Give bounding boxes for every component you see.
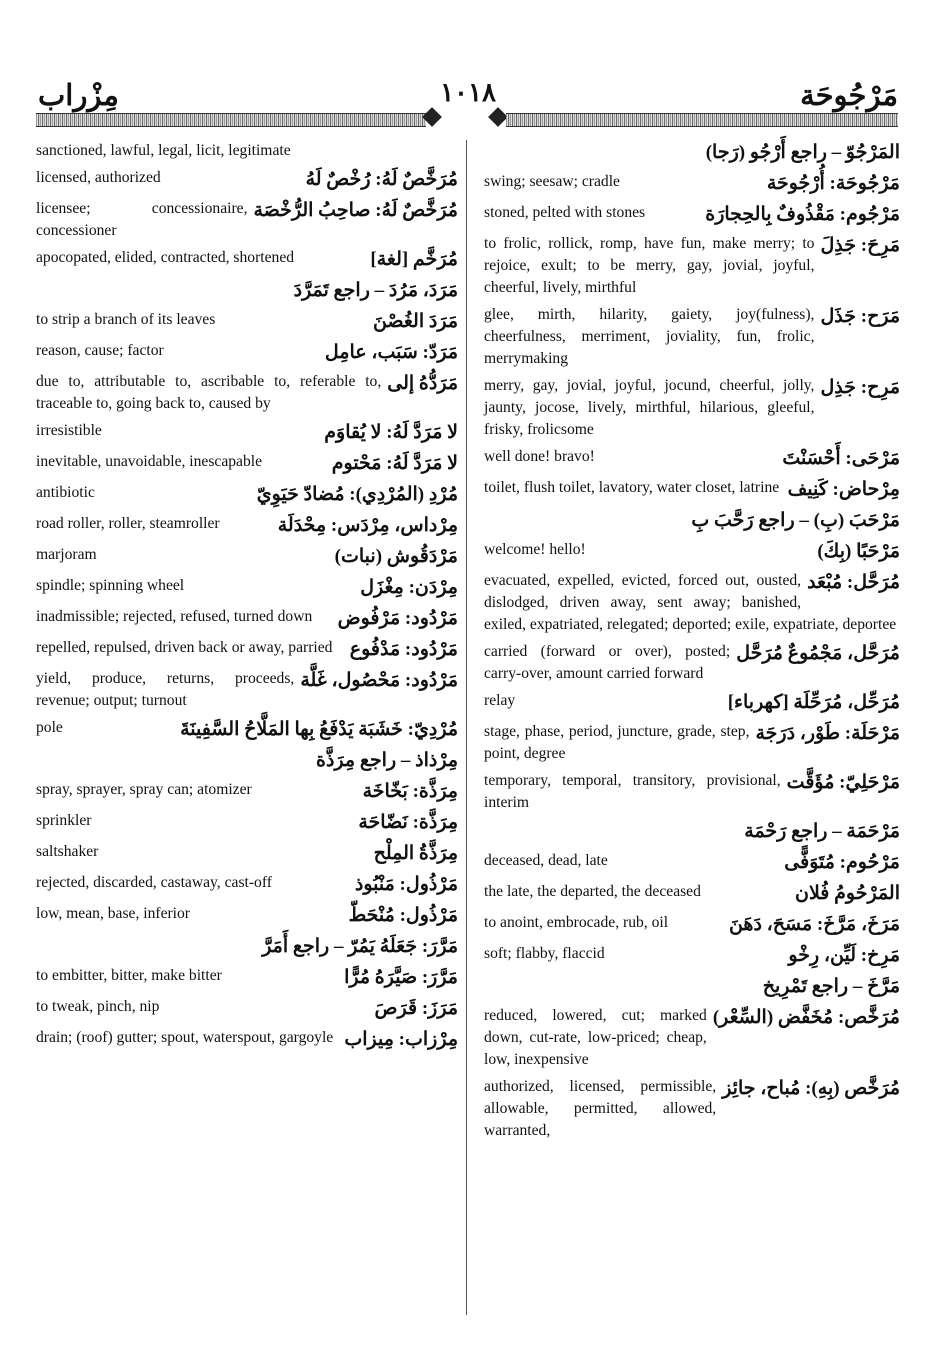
entry-headword: لا مَرَدَّ لَهُ: لا يُقاوَم <box>324 422 458 443</box>
dictionary-entry <box>36 996 458 1022</box>
dictionary-entry <box>484 770 900 814</box>
entry-definition: evacuated, expelled, evicted, forced out, ousted, dislodged, driven away, sent away; banished, exiled, expatriated, relegated; deported; exile, expatriate, deportee <box>484 572 897 633</box>
dictionary-entry <box>484 1076 900 1142</box>
entry-headword: مَرْحَلَة: طَوْر، دَرَجَة <box>755 723 900 744</box>
dictionary-entry <box>36 872 458 898</box>
dictionary-entry <box>36 482 458 508</box>
entry-headword: مَرَدّ: سَبَب، عامِل <box>324 342 458 363</box>
entry-headword: مُرْدِ (المُرْدِي): مُضادّ حَيَوِيّ <box>256 484 458 505</box>
entry-definition: welcome! hello! <box>484 541 586 558</box>
entry-headword: مُرَخَّص (بِهِ): مُباح، جائِز <box>722 1078 900 1099</box>
dictionary-entry <box>484 140 900 166</box>
entry-headword: مَرَخَ، مَرَّخَ: مَسَحَ، دَهَنَ <box>728 914 900 935</box>
column-divider <box>466 140 467 1315</box>
entry-headword: مَرْجُوحَة: أُرْجُوحَة <box>766 173 900 194</box>
entry-definition: toilet, flush toilet, lavatory, water closet, latrine <box>484 479 780 496</box>
dictionary-entry <box>484 974 900 1000</box>
entry-definition: due to, attributable to, ascribable to, referable to, traceable to, going back to, caused by <box>36 373 382 412</box>
entry-definition: rejected, discarded, castaway, cast-off <box>36 874 272 891</box>
entry-headword: مُرَخَّم [لغة] <box>370 249 458 270</box>
entry-definition: glee, mirth, hilarity, gaiety, joy(fulness), cheerfulness, merriment, joviality, fun, frolic, merrymaking <box>484 306 815 367</box>
entry-headword: مَرْذُول: مُنْحَطّ <box>348 905 458 926</box>
entry-headword: مُرَخَّص: مُخَفَّض (السِّعْر) <box>712 1007 900 1028</box>
entry-definition: inadmissible; rejected, refused, turned down <box>36 608 313 625</box>
entry-definition: inevitable, unavoidable, inescapable <box>36 453 263 470</box>
entry-definition: sanctioned, lawful, legal, licit, legitimate <box>36 142 291 159</box>
entry-definition: deceased, dead, late <box>484 852 608 869</box>
dictionary-entry <box>484 171 900 197</box>
entry-headword: مِرْداس، مِرْدَس: مِحْدَلَة <box>277 515 458 536</box>
entry-headword: مَرْحَلِيّ: مُؤَقَّت <box>786 772 900 793</box>
entry-headword: مَرْحَى: أَحْسَنْتَ <box>782 448 900 469</box>
dictionary-entry <box>36 841 458 867</box>
header-rule-left <box>36 113 426 127</box>
entry-headword: مَرْدُود: مَرْفُوض <box>337 608 458 629</box>
entry-definition: to anoint, embrocade, rub, oil <box>484 914 669 931</box>
entry-headword: مِرْزاب: مِيزاب <box>344 1029 458 1050</box>
right-column <box>484 140 900 1147</box>
dictionary-entry <box>484 508 900 534</box>
entry-definition: low, mean, base, inferior <box>36 905 191 922</box>
dictionary-entry <box>484 641 900 685</box>
dictionary-entry <box>36 1027 458 1053</box>
entry-definition: reduced, lowered, cut; marked down, cut-rate, low-priced; cheap, low, inexpensive <box>484 1007 707 1068</box>
entry-headword: مَرْدُود: مَحْصُول، غَلَّة <box>300 670 458 691</box>
entry-definition: licensed, authorized <box>36 169 161 186</box>
entry-headword: مَرْحَمَة – راجع رَحْمَة <box>744 821 900 842</box>
entry-headword: مَرَح: جَذَل <box>820 306 900 327</box>
dictionary-entry <box>484 1005 900 1071</box>
dictionary-entry <box>484 912 900 938</box>
entry-definition: repelled, repulsed, driven back or away, parried <box>36 639 333 656</box>
dictionary-entry <box>36 420 458 446</box>
entry-headword: مَرْحَبَ (بِ) – راجع رَحَّبَ بِ <box>691 510 900 531</box>
entry-definition: marjoram <box>36 546 97 563</box>
entry-headword: مَرْدُود: مَدْفُوع <box>349 639 458 660</box>
dictionary-entry <box>484 304 900 370</box>
entry-definition: the late, the departed, the deceased <box>484 883 701 900</box>
dictionary-entry <box>36 637 458 663</box>
dictionary-entry <box>484 721 900 765</box>
entry-headword: مُرَحَّل: مُبْعَد <box>807 572 900 593</box>
dictionary-entry <box>484 690 900 716</box>
dictionary-entry <box>484 850 900 876</box>
entry-headword: مَرَّرَ: جَعَلَهُ يَمُرّ – راجع أَمَرَّ <box>262 936 458 957</box>
entry-definition: drain; (roof) gutter; spout, waterspout, gargoyle <box>36 1029 334 1046</box>
dictionary-entry <box>484 202 900 228</box>
dictionary-entry <box>36 167 458 193</box>
dictionary-entry <box>484 943 900 969</box>
dictionary-entry <box>36 965 458 991</box>
entry-definition: spindle; spinning wheel <box>36 577 185 594</box>
entry-definition: pole <box>36 719 63 736</box>
entry-headword: مَرِخ: لَيِّن، رِخْو <box>788 945 900 966</box>
entry-definition: irresistible <box>36 422 102 439</box>
entry-definition: licensee; concessionaire, concessioner <box>36 200 248 239</box>
entry-definition: stoned, pelted with stones <box>484 204 646 221</box>
left-column <box>36 140 458 1058</box>
entry-headword: مَرْحَبًا (بِكَ) <box>817 541 900 562</box>
entry-definition: antibiotic <box>36 484 95 501</box>
entry-definition: yield, produce, returns, proceeds, revenue; output; turnout <box>36 670 295 709</box>
entry-headword: مَرَدَ، مَرُدَ – راجع تَمَرَّدَ <box>293 280 458 301</box>
entry-definition: road roller, roller, steamroller <box>36 515 220 532</box>
entry-headword: مِرَذَّةُ المِلْح <box>373 843 458 864</box>
dictionary-entry <box>484 477 900 503</box>
entry-headword: مِرْدَن: مِغْزَل <box>360 577 458 598</box>
entry-headword: مَرْدَقُوش (نبات) <box>334 546 458 567</box>
header-rule-right <box>506 113 898 127</box>
entry-headword: مُرَخَّصٌ لَهُ: صاحِبُ الرُّخْصَة <box>253 200 458 221</box>
entry-headword: مِرْحاض: كَنِيف <box>787 479 900 500</box>
dictionary-entry <box>36 903 458 929</box>
dictionary-entry <box>484 446 900 472</box>
running-head-right: مَرْجُوحَة <box>800 80 898 112</box>
entry-definition: swing; seesaw; cradle <box>484 173 620 190</box>
entry-headword: مَرَدُّهُ إلى <box>387 373 458 394</box>
entry-headword: مُرَحِّل، مُرَحِّلَة [كهرباء] <box>727 692 900 713</box>
entry-definition: carried (forward or over), posted; carry-over, amount carried forward <box>484 643 731 682</box>
entry-headword: مَرَّرَ: صَيَّرَهُ مُرًّا <box>344 967 458 988</box>
entry-headword: مُرَخَّصٌ لَهُ: رُخْصٌ لَهُ <box>305 169 458 190</box>
dictionary-entry <box>36 748 458 774</box>
entry-definition: to strip a branch of its leaves <box>36 311 216 328</box>
dictionary-entry <box>36 513 458 539</box>
entry-definition: merry, gay, jovial, joyful, jocund, cheerful, jolly, jaunty, jocose, lively, mirthful, hilarious, gleeful, frisky, frolicsome <box>484 377 815 438</box>
entry-definition: saltshaker <box>36 843 99 860</box>
dictionary-entry <box>36 717 458 743</box>
entry-headword: لا مَرَدَّ لَهُ: مَحْتوم <box>331 453 458 474</box>
entry-definition: to tweak, pinch, nip <box>36 998 160 1015</box>
entry-headword: مَرَّخَ – راجع تَمْرِيخ <box>762 976 900 997</box>
entry-headword: مَرَدَ الغُصْنَ <box>372 311 458 332</box>
entry-headword: مِرَذَّة: نَضّاحَة <box>358 812 458 833</box>
dictionary-entry <box>36 810 458 836</box>
dictionary-entry <box>484 819 900 845</box>
dictionary-entry <box>36 544 458 570</box>
entry-definition: stage, phase, period, juncture, grade, step, point, degree <box>484 723 750 762</box>
entry-definition: well done! bravo! <box>484 448 595 465</box>
entry-headword: مَرِحَ: جَذِلَ <box>820 235 900 256</box>
entry-definition: spray, sprayer, spray can; atomizer <box>36 781 252 798</box>
dictionary-entry <box>484 233 900 299</box>
dictionary-entry <box>36 575 458 601</box>
dictionary-entry <box>36 779 458 805</box>
entry-definition: temporary, temporal, transitory, provisional, interim <box>484 772 781 811</box>
dictionary-entry <box>36 140 458 162</box>
dictionary-entry <box>36 198 458 242</box>
dictionary-entry <box>36 247 458 273</box>
dictionary-entry <box>36 606 458 632</box>
dictionary-entry <box>484 539 900 565</box>
entry-headword: مَرْذُول: مَنْبُوذ <box>354 874 458 895</box>
entry-definition: to frolic, rollick, romp, have fun, make merry; to rejoice, exult; to be merry, gay, jovial, joyful, cheerful, lively, mirthful <box>484 235 815 296</box>
entry-headword: المَرْجُوّ – راجع أَرْجُو (رَجا) <box>705 142 900 163</box>
dictionary-entry <box>36 278 458 304</box>
dictionary-entry <box>36 451 458 477</box>
entry-definition: sprinkler <box>36 812 92 829</box>
entry-headword: مَرِح: جَذِل <box>820 377 900 398</box>
entry-definition: apocopated, elided, contracted, shortened <box>36 249 295 266</box>
entry-headword: المَرْحُومُ فُلان <box>795 883 900 904</box>
dictionary-entry <box>484 375 900 441</box>
entry-headword: مُرْدِيّ: خَشَبَة يَدْفَعُ بِها المَلَّاحُ السَّفِينَةَ <box>180 719 458 740</box>
dictionary-entry <box>36 668 458 712</box>
entry-headword: مَرَزَ: قَرَصَ <box>374 998 458 1019</box>
dictionary-entry <box>484 570 900 636</box>
diamond-ornament-icon <box>488 107 508 127</box>
entry-headword: مِرَذَّة: بَخّاخَة <box>362 781 458 802</box>
page-number: ١٠١٨ <box>440 78 496 107</box>
entry-headword: مُرَحَّل، مَجْمُوعٌ مُرَحَّل <box>736 643 900 664</box>
running-head-left: مِزْراب <box>38 80 119 112</box>
entry-definition: to embitter, bitter, make bitter <box>36 967 222 984</box>
entry-headword: مِرْذاذ – راجع مِرَذَّة <box>316 750 458 771</box>
entry-definition: soft; flabby, flaccid <box>484 945 605 962</box>
dictionary-entry <box>484 881 900 907</box>
dictionary-entry <box>36 371 458 415</box>
entry-definition: authorized, licensed, permissible, allowable, permitted, allowed, warranted, <box>484 1078 717 1139</box>
dictionary-entry <box>36 340 458 366</box>
entry-headword: مَرْجُوم: مَقْذُوفٌ بِالحِجارَة <box>705 204 900 225</box>
dictionary-entry <box>36 934 458 960</box>
entry-definition: relay <box>484 692 516 709</box>
entry-headword: مَرْحُوم: مُتَوَفًّى <box>784 852 900 873</box>
entry-definition: reason, cause; factor <box>36 342 164 359</box>
dictionary-entry <box>36 309 458 335</box>
